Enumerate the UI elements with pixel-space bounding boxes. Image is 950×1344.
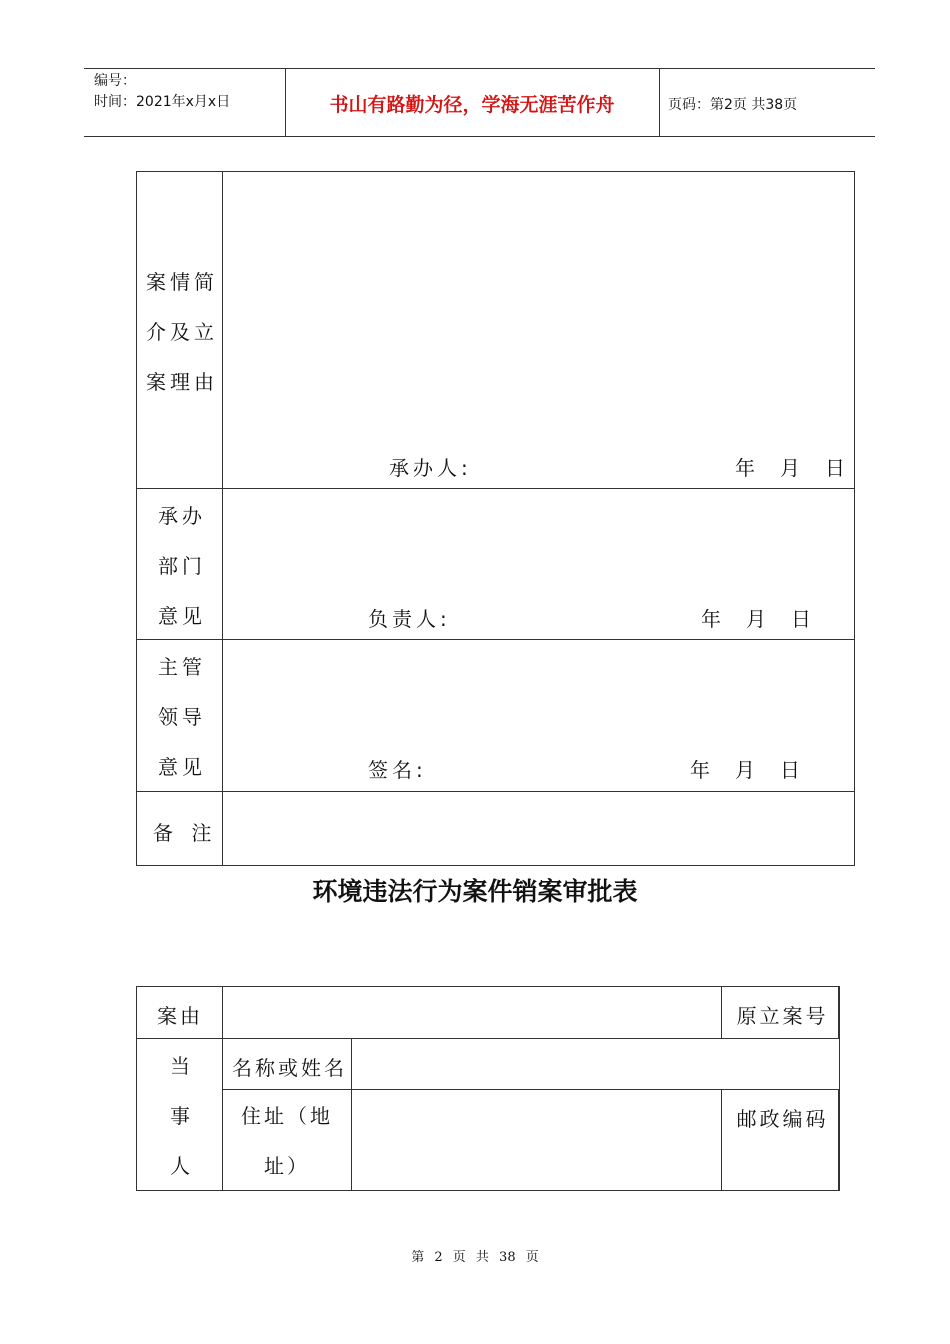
party-label-line: 人 [170, 1154, 194, 1178]
responsible-signer-label: 负责人: [368, 607, 451, 631]
leader-opinion-content-cell[interactable] [223, 640, 855, 792]
handler-signer-label: 承办人: [389, 456, 472, 480]
orig-case-no-label-cell [721, 987, 838, 1039]
date-year: 年 [735, 456, 755, 480]
address-label-line: 址） [264, 1154, 310, 1178]
party-label-line: 事 [170, 1104, 194, 1128]
date-day: 日 [825, 456, 845, 480]
serial-label: 编号： [94, 73, 136, 89]
remarks-content-cell[interactable] [223, 792, 855, 866]
case-summary-label-cell [137, 172, 223, 489]
postal-label: 邮政编码 [736, 1107, 829, 1131]
postal-value-cell[interactable] [838, 1090, 839, 1191]
case-summary-label-line: 案情简 [146, 270, 218, 294]
case-reason-label-cell [137, 987, 223, 1039]
address-value-cell[interactable] [352, 1090, 722, 1191]
date-month: 月 [746, 607, 766, 631]
header-top-rule [84, 68, 875, 69]
case-closure-table [136, 986, 840, 1191]
orig-case-no-label: 原立案号 [736, 1004, 829, 1028]
dept-opinion-label-cell [137, 489, 223, 640]
header-bottom-rule [84, 136, 875, 137]
remarks-label: 备 注 [153, 821, 218, 845]
leader-opinion-label-line: 领导 [158, 705, 206, 729]
case-summary-content-cell[interactable] [223, 172, 855, 489]
party-label-line: 当 [170, 1054, 194, 1078]
dept-opinion-content-cell[interactable] [223, 489, 855, 640]
address-label-cell [223, 1090, 352, 1191]
case-summary-label-line: 介及立 [146, 320, 218, 344]
page-info: 页码：第2页 共38页 [668, 97, 798, 113]
case-reason-value-cell[interactable] [223, 987, 722, 1039]
address-label-line: 住址（地 [241, 1104, 333, 1128]
approval-form-table [136, 171, 855, 866]
date-year: 年 [701, 607, 721, 631]
postal-label-cell [721, 1090, 838, 1191]
name-label-cell [223, 1039, 352, 1090]
dept-opinion-label-line: 承办 [158, 504, 206, 528]
remarks-label-cell [137, 792, 223, 866]
time-label: 时间：2021年x月x日 [94, 94, 231, 110]
form-title: 环境违法行为案件销案审批表 [312, 877, 638, 906]
orig-case-no-value-cell[interactable] [838, 987, 839, 1039]
leader-signer-label: 签名: [368, 758, 427, 782]
name-label: 名称或姓名 [232, 1056, 347, 1080]
motto: 书山有路勤为径，学海无涯苦作舟 [329, 94, 615, 116]
header-divider-right [659, 68, 660, 136]
dept-opinion-label-line: 意见 [158, 604, 206, 628]
leader-opinion-label-cell [137, 640, 223, 792]
date-day: 日 [780, 758, 800, 782]
date-day: 日 [791, 607, 811, 631]
date-month: 月 [780, 456, 800, 480]
leader-opinion-label-line: 意见 [158, 755, 206, 779]
page-footer: 第 2 页 共 38 页 [411, 1250, 539, 1265]
dept-opinion-label-line: 部门 [158, 554, 206, 578]
case-summary-label-line: 案理由 [146, 370, 218, 394]
name-value-cell[interactable] [352, 1039, 840, 1090]
date-year: 年 [690, 758, 710, 782]
case-reason-label: 案由 [157, 1004, 203, 1028]
party-label-cell [137, 1039, 223, 1191]
date-month: 月 [735, 758, 755, 782]
leader-opinion-label-line: 主管 [158, 655, 206, 679]
